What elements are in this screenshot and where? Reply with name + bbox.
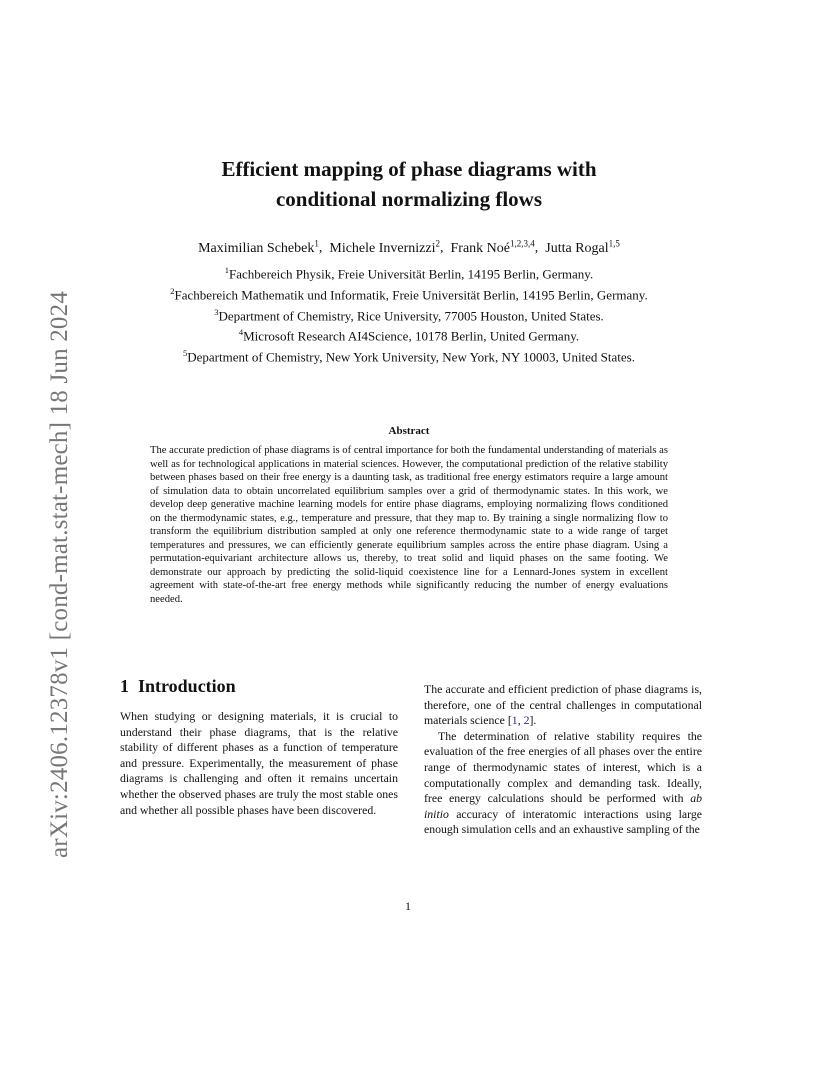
paragraph: The determination of relative stability requires the evaluation of the free energies of all phases over the entire range of thermodynamic states of interest, which is a computationally complex and demanding task. Ideally, free energy calculations should be performed with ab initio accuracy of interatomic interactions using large enough simulation cells and an exhaustive sampling of the [424, 728, 702, 837]
affiliations [130, 262, 688, 366]
page-number: 1 [405, 899, 411, 913]
right-column [424, 682, 702, 838]
author: Michele Invernizzi$^2$ [329, 238, 440, 256]
title-line-2: conditional normalizing flows [275, 187, 543, 211]
author: Maximilian Schebek$^1$ [198, 238, 319, 256]
affiliation: $^3$Department of Chemistry, Rice University, 77005 Houston, United States. [214, 306, 604, 323]
affiliation: $^1$Fachbereich Physik, Freie Universität Berlin, 14195 Berlin, Germany. [224, 265, 594, 282]
affiliation: $^5$Department of Chemistry, New York University, New York, NY 10003, United States. [183, 348, 635, 365]
author: Jutta Rogal$^{1,5}$ [545, 238, 620, 256]
paragraph: The accurate and efficient prediction of phase diagrams is, therefore, one of the central challenges in computational materials science [1, 2]. [424, 682, 702, 728]
section-number: 1 [120, 676, 129, 696]
abstract-heading: Abstract [388, 425, 430, 437]
section-title: Introduction [138, 676, 236, 696]
author-list: Maximilian Schebek$^1$, Michele Invernizzi$^2$, Frank Noé$^{1,2,3,4}$, Jutta Rogal$^{1,5}$ [198, 238, 620, 256]
citation-link[interactable]: 1 [511, 713, 518, 728]
affiliation: $^4$Microsoft Research AI4Science, 10178 Berlin, United Germany. [238, 327, 580, 344]
left-column [120, 709, 398, 818]
arxiv-identifier: arXiv:2406.12378v1 [cond-mat.stat-mech] 18 Jun 2024 [46, 290, 73, 858]
paper-title [120, 154, 698, 214]
paragraph: When studying or designing materials, it is crucial to understand their phase diagrams, that is the relative stability of different phases as a function of temperature and pressure. Experimentally, the measurement of phase diagrams is challenging and often it remains uncertain whether the observed phases are truly the most stable ones and whether all possible phases have been discovered. [120, 709, 398, 817]
affiliation: $^2$Fachbereich Mathematik und Informatik, Freie Universität Berlin, 14195 Berlin, Germany. [170, 285, 648, 303]
author: Frank Noé$^{1,2,3,4}$ [450, 238, 535, 256]
section-heading [120, 676, 236, 697]
title-line-1: Efficient mapping of phase diagrams with [221, 157, 597, 181]
abstract-text: The accurate prediction of phase diagrams is of central importance for both the fundamental understanding of materials as well as for technological applications in material sciences. However, the computational prediction of the relative stability between phases based on their free energy is a daunting task, as traditional free energy estimators require a large amount of simulation data to obtain uncorrelated equilibrium samples over a grid of thermodynamic states. In this work, we develop deep generative machine learning models for entire phase diagrams, employing normalizing flows conditioned on the thermodynamic states, e.g., temperature and pressure, that they map to. By training a single normalizing flow to transform the equilibrium distribution sampled at only one reference thermodynamic state to a wide range of target temperatures and pressures, we can efficiently generate equilibrium samples across the entire phase diagram. Using a permutation-equivariant architecture allows us, thereby, to treat solid and liquid phases on the same footing. We demonstrate our approach by predicting the solid-liquid coexistence line for a Lennard-Jones system in excellent agreement with state-of-the-art free energy methods while significantly reducing the number of energy evaluations needed. [150, 445, 668, 606]
citation-link[interactable]: 2 [523, 713, 530, 728]
